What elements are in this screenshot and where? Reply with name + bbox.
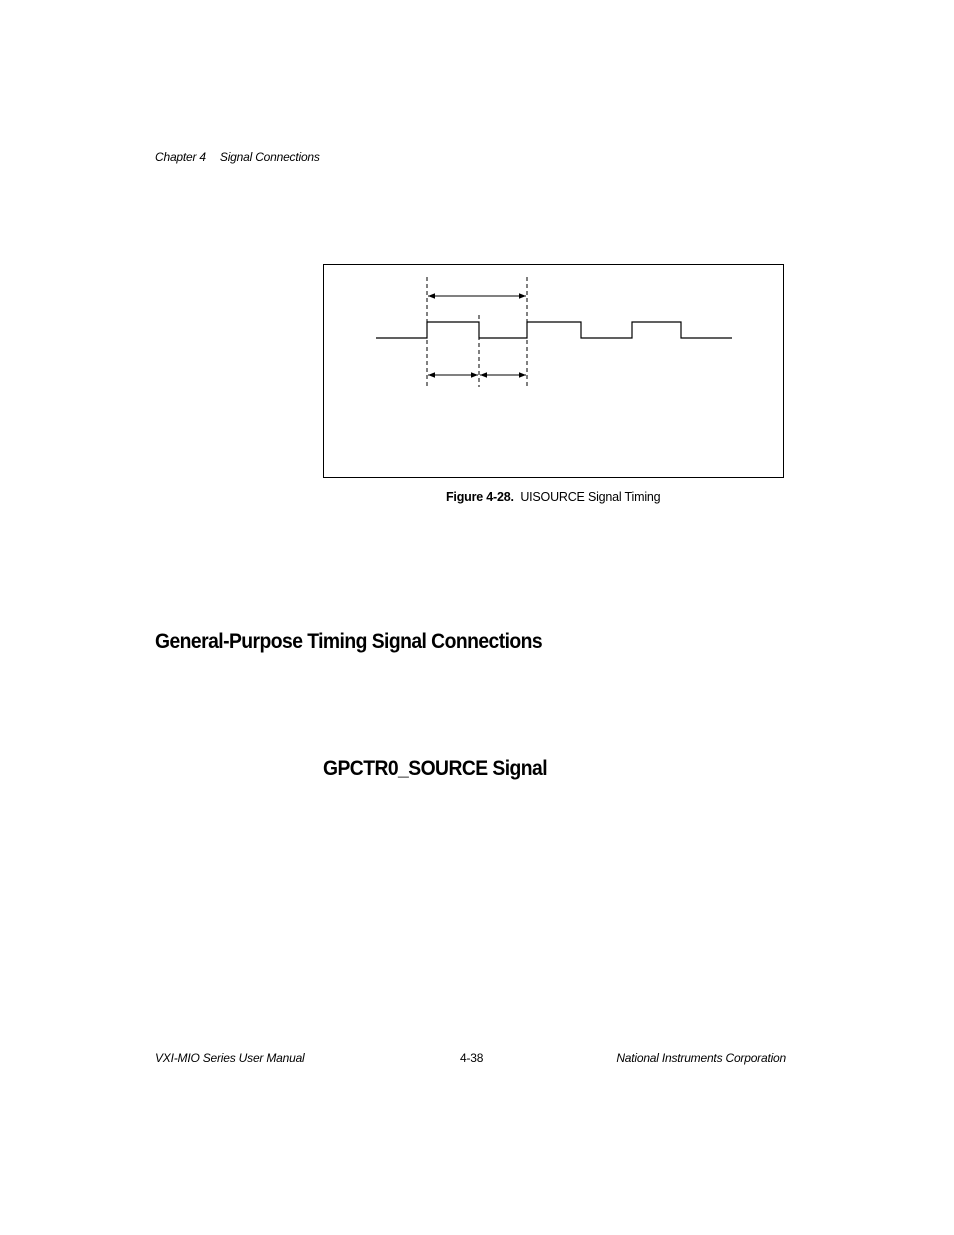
section-heading: General-Purpose Timing Signal Connections bbox=[155, 630, 543, 653]
figure-title: UISOURCE Signal Timing bbox=[520, 490, 661, 504]
uisource-waveform bbox=[376, 322, 732, 338]
footer-company: National Instruments Corporation bbox=[616, 1051, 786, 1065]
footer-manual: VXI-MIO Series User Manual bbox=[155, 1051, 305, 1065]
footer-page-number: 4-38 bbox=[460, 1051, 484, 1065]
figure-caption bbox=[446, 490, 660, 504]
figure-label: Figure 4-28. bbox=[446, 490, 514, 504]
section-label: Signal Connections bbox=[219, 150, 320, 164]
timing-diagram bbox=[324, 265, 785, 479]
timing-diagram-figure bbox=[323, 264, 784, 478]
subsection-heading: GPCTR0_SOURCE Signal bbox=[323, 757, 548, 780]
chapter-label: Chapter 4 bbox=[155, 150, 206, 164]
running-header bbox=[155, 150, 320, 164]
